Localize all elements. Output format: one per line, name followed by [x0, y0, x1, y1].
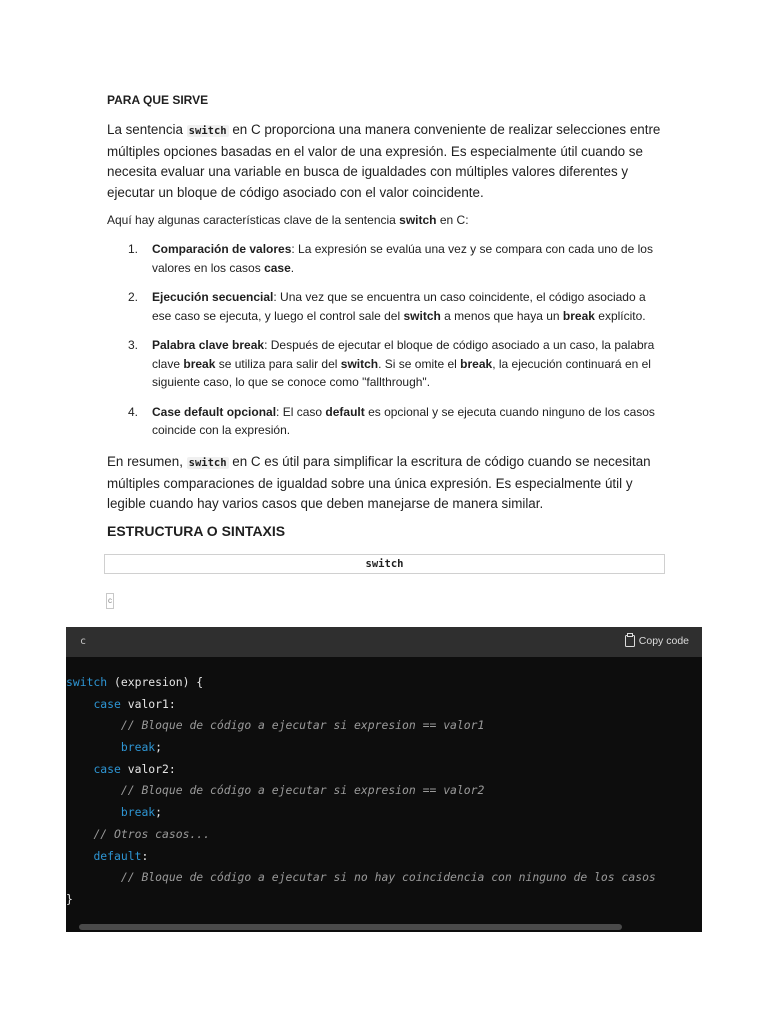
list-number: 3. — [128, 338, 139, 352]
code-token: switch — [66, 675, 108, 689]
code-token — [66, 849, 93, 863]
code-token: case — [93, 696, 121, 711]
feature-title: Palabra clave break — [152, 338, 265, 352]
features-list — [107, 240, 667, 451]
code-line — [66, 802, 702, 824]
features-lead — [107, 213, 469, 227]
feature-text: : Una vez que se encuentra un caso coincidente, el código asociado a ese caso se ejecuta, y luego el control sale del — [152, 290, 646, 323]
code-token — [66, 740, 121, 754]
feature-title: Comparación de valores — [152, 242, 292, 256]
feature-keyword: switch — [403, 308, 441, 323]
feature-keyword: break — [183, 356, 216, 371]
code-line — [66, 867, 702, 889]
code-token: } — [66, 891, 73, 906]
code-token — [66, 718, 121, 732]
summary-text-start: En resumen, — [107, 454, 187, 469]
feature-keyword: break — [460, 356, 493, 371]
code-token — [66, 783, 121, 797]
feature-keyword: default — [325, 404, 365, 419]
code-language-label: c — [80, 636, 87, 647]
horizontal-scrollbar[interactable] — [79, 924, 622, 930]
code-token: valor1: — [120, 696, 176, 711]
copy-code-button[interactable] — [625, 635, 689, 647]
small-c-mark: c — [106, 593, 114, 609]
inline-code-switch: switch — [188, 457, 227, 469]
code-block — [66, 627, 702, 932]
code-token: break — [120, 740, 156, 755]
lead-bold-switch: switch — [399, 213, 437, 227]
feature-keyword: case — [264, 260, 291, 275]
feature-text: se utiliza para salir del — [215, 356, 341, 371]
feature-keyword: switch — [340, 356, 379, 371]
feature-text: : Después de ejecutar el bloque de código asociado a un caso, la palabra clave — [152, 338, 655, 371]
syntax-heading: ESTRUCTURA O SINTAXIS — [107, 523, 286, 539]
list-item — [107, 288, 667, 325]
code-token — [66, 762, 93, 776]
feature-text: : El caso — [276, 404, 326, 419]
code-line — [66, 715, 702, 737]
code-line — [66, 846, 702, 868]
code-token: case — [93, 761, 121, 776]
code-token — [66, 870, 121, 884]
code-token: ; — [155, 740, 163, 755]
code-token: default — [93, 848, 142, 863]
inline-code-switch: switch — [188, 125, 227, 137]
intro-text-start: La sentencia — [107, 122, 187, 137]
intro-text-rest: en C proporciona una manera conveniente de realizar selecciones entre múltiples opciones basadas en el valor de una expresión. Es especialmente útil cuando se necesita evaluar una variable en busca de igualdades con múltiples valores diferentes y ejecutar un bloque de código asociado con el valor coincidente. — [107, 122, 661, 200]
code-token: valor2: — [120, 761, 176, 776]
feature-text: . — [290, 260, 295, 275]
summary-paragraph — [107, 452, 667, 515]
lead-text: Aquí hay algunas características clave de la sentencia — [107, 213, 400, 227]
intro-paragraph — [107, 120, 667, 203]
code-line — [66, 759, 702, 781]
list-item — [107, 403, 667, 440]
feature-text: . Si se omite el — [378, 356, 461, 371]
code-token: (expresion) { — [107, 675, 204, 689]
feature-text: explícito. — [594, 308, 646, 323]
feature-text: , la ejecución continuará en el siguiente caso, lo que se conoce como "fallthrough". — [152, 356, 651, 389]
feature-title: Case default opcional — [152, 404, 277, 419]
list-number: 1. — [128, 242, 139, 256]
feature-text: a menos que haya un — [440, 308, 563, 323]
code-line — [66, 737, 702, 759]
feature-title: Ejecución secuencial — [152, 290, 274, 304]
code-token: // Bloque de código a ejecutar si expresion == valor1 — [120, 718, 485, 733]
clipboard-icon — [625, 635, 635, 647]
summary-text-rest: en C es útil para simplificar la escritura de código cuando se necesitan múltiples comparaciones de igualdad sobre una única expresión. Es especialmente útil y legible cuando hay varios casos que deben manejarse de manera similar. — [107, 454, 651, 511]
code-token — [66, 827, 93, 841]
code-token — [66, 697, 93, 711]
code-line — [66, 824, 702, 846]
code-token: : — [141, 848, 149, 863]
feature-text: es opcional y se ejecuta cuando ninguno de los casos coincide con la expresión. — [152, 404, 655, 437]
list-number: 2. — [128, 290, 139, 304]
code-token — [66, 805, 121, 819]
code-token: break — [120, 805, 156, 820]
code-header — [66, 627, 702, 657]
list-item — [107, 240, 667, 277]
copy-code-label: Copy code — [638, 635, 689, 647]
code-content[interactable] — [66, 672, 702, 911]
list-number: 4. — [128, 404, 139, 419]
code-line — [66, 672, 702, 694]
code-line — [66, 780, 702, 802]
code-token: // Bloque de código a ejecutar si no hay coincidencia con ninguno de los casos — [120, 870, 656, 885]
feature-keyword: break — [562, 308, 595, 323]
list-item — [107, 336, 667, 392]
section-heading: PARA QUE SIRVE — [107, 93, 209, 107]
code-line — [66, 694, 702, 716]
code-token: // Bloque de código a ejecutar si expresion == valor2 — [120, 783, 485, 798]
code-token: // Otros casos... — [93, 826, 211, 841]
code-line — [66, 889, 702, 911]
code-token: ; — [155, 805, 163, 820]
lead-text-end: en C: — [436, 213, 469, 227]
feature-text: : La expresión se evalúa una vez y se compara con cada uno de los valores en los casos — [152, 242, 653, 275]
switch-keyword-box: switch — [104, 554, 665, 574]
